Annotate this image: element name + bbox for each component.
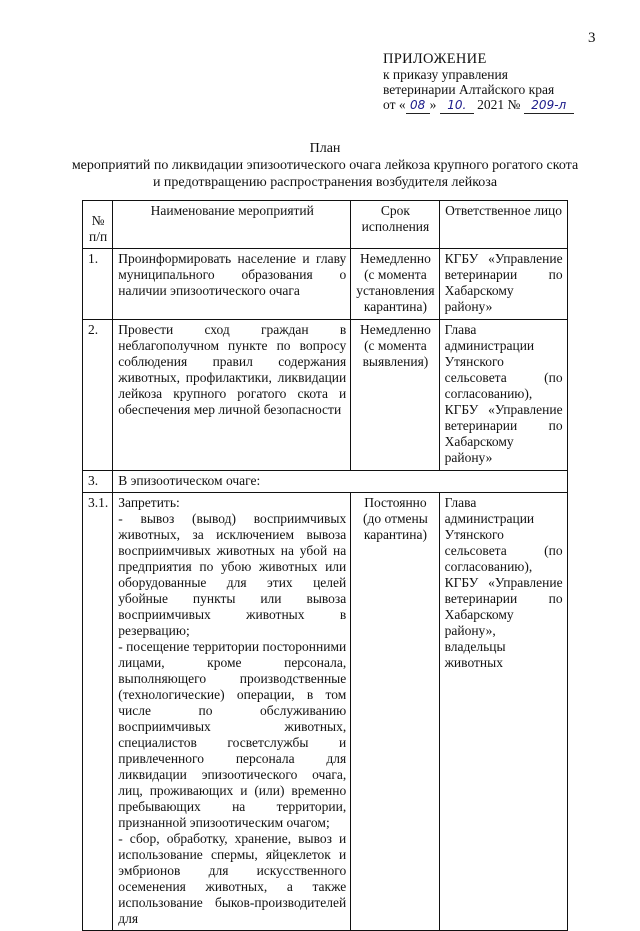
appendix-block [383, 52, 623, 114]
row-section-title: В эпизоотическом очаге: [113, 471, 567, 493]
table-row [83, 320, 568, 471]
order-number: 209-л [524, 98, 574, 114]
appendix-title: ПРИЛОЖЕНИЕ [383, 51, 487, 67]
header-num: № п/п [83, 201, 113, 249]
plan-table [82, 200, 568, 931]
row-term: Постоянно (до отмены карантина) [351, 493, 439, 931]
date-year-no: 2021 № [477, 97, 521, 112]
appendix-line-2: ветеринарии Алтайского края [383, 82, 555, 97]
row-number: 2. [83, 320, 113, 471]
table-row [83, 471, 568, 493]
table-header-row [83, 201, 568, 249]
row-activity: Проинформировать население и главу муниципального образования о наличии эпизоотического очага [113, 249, 351, 320]
date-month: 10. [440, 98, 474, 114]
plan-title: План [309, 141, 341, 156]
row-number: 3.1. [83, 493, 113, 931]
row-term: Немедленно (с момента установления карантина) [351, 249, 439, 320]
header-name: Наименование мероприятий [113, 201, 351, 249]
row-number: 1. [83, 249, 113, 320]
row-term: Немедленно (с момента выявления) [351, 320, 439, 471]
plan-subtitle-line-2: и предотвращению распространения возбудителя лейкоза [152, 175, 498, 190]
row-activity: Запретить: - вывоз (вывод) восприимчивых животных, за исключением вывоза восприимчивых животных на убой на предприятия по убою животных или оборудованные для этих целей убойные пункты или вывоза восприимчивых животных в резервацию; - посещение территории посторонними лицами, кроме персонала, выполняющего производственные (технологические) операции, в том числе по обслуживанию восприимчивых животных, специалистов госветслужбы и привлеченного персонала для ликвидации эпизоотического очага, лиц, проживающих и (или) временно пребывающих на территории, признанной эпизоотическим очагом; - сбор, обработку, хранение, вывоз и использование спермы, яйцеклеток и эмбрионов для искусственного осеменения животных, а также использование быков-производителей для [113, 493, 351, 931]
header-responsible: Ответственное лицо [439, 201, 567, 249]
table-row [83, 249, 568, 320]
table-row [83, 493, 568, 931]
appendix-dateline [383, 97, 623, 114]
header-term: Срок исполнения [351, 201, 439, 249]
row-responsible: КГБУ «Управление ветеринарии по Хабарскому району» [439, 249, 567, 320]
appendix-line-1: к приказу управления [383, 67, 508, 82]
date-prefix: от « [383, 97, 406, 112]
plan-heading [60, 140, 590, 191]
date-mid: » [429, 97, 437, 112]
row-responsible: Глава администрации Утянского сельсовета (по согласованию), КГБУ «Управление ветеринарии по Хабарскому району» [439, 320, 567, 471]
page-number: 3 [588, 30, 596, 46]
plan-subtitle-line-1: мероприятий по ликвидации эпизоотического очага лейкоза крупного рогатого скота [71, 158, 579, 173]
row-number: 3. [83, 471, 113, 493]
row-responsible: Глава администрации Утянского сельсовета (по согласованию), КГБУ «Управление ветеринарии по Хабарскому району», владельцы животных [439, 493, 567, 931]
date-day: 08 [406, 98, 430, 114]
row-activity: Провести сход граждан в неблагополучном пункте по вопросу соблюдения правил содержания животных, профилактики, ликвидации лейкоза крупного рогатого скота и обеспечения мер личной безопасности [113, 320, 351, 471]
